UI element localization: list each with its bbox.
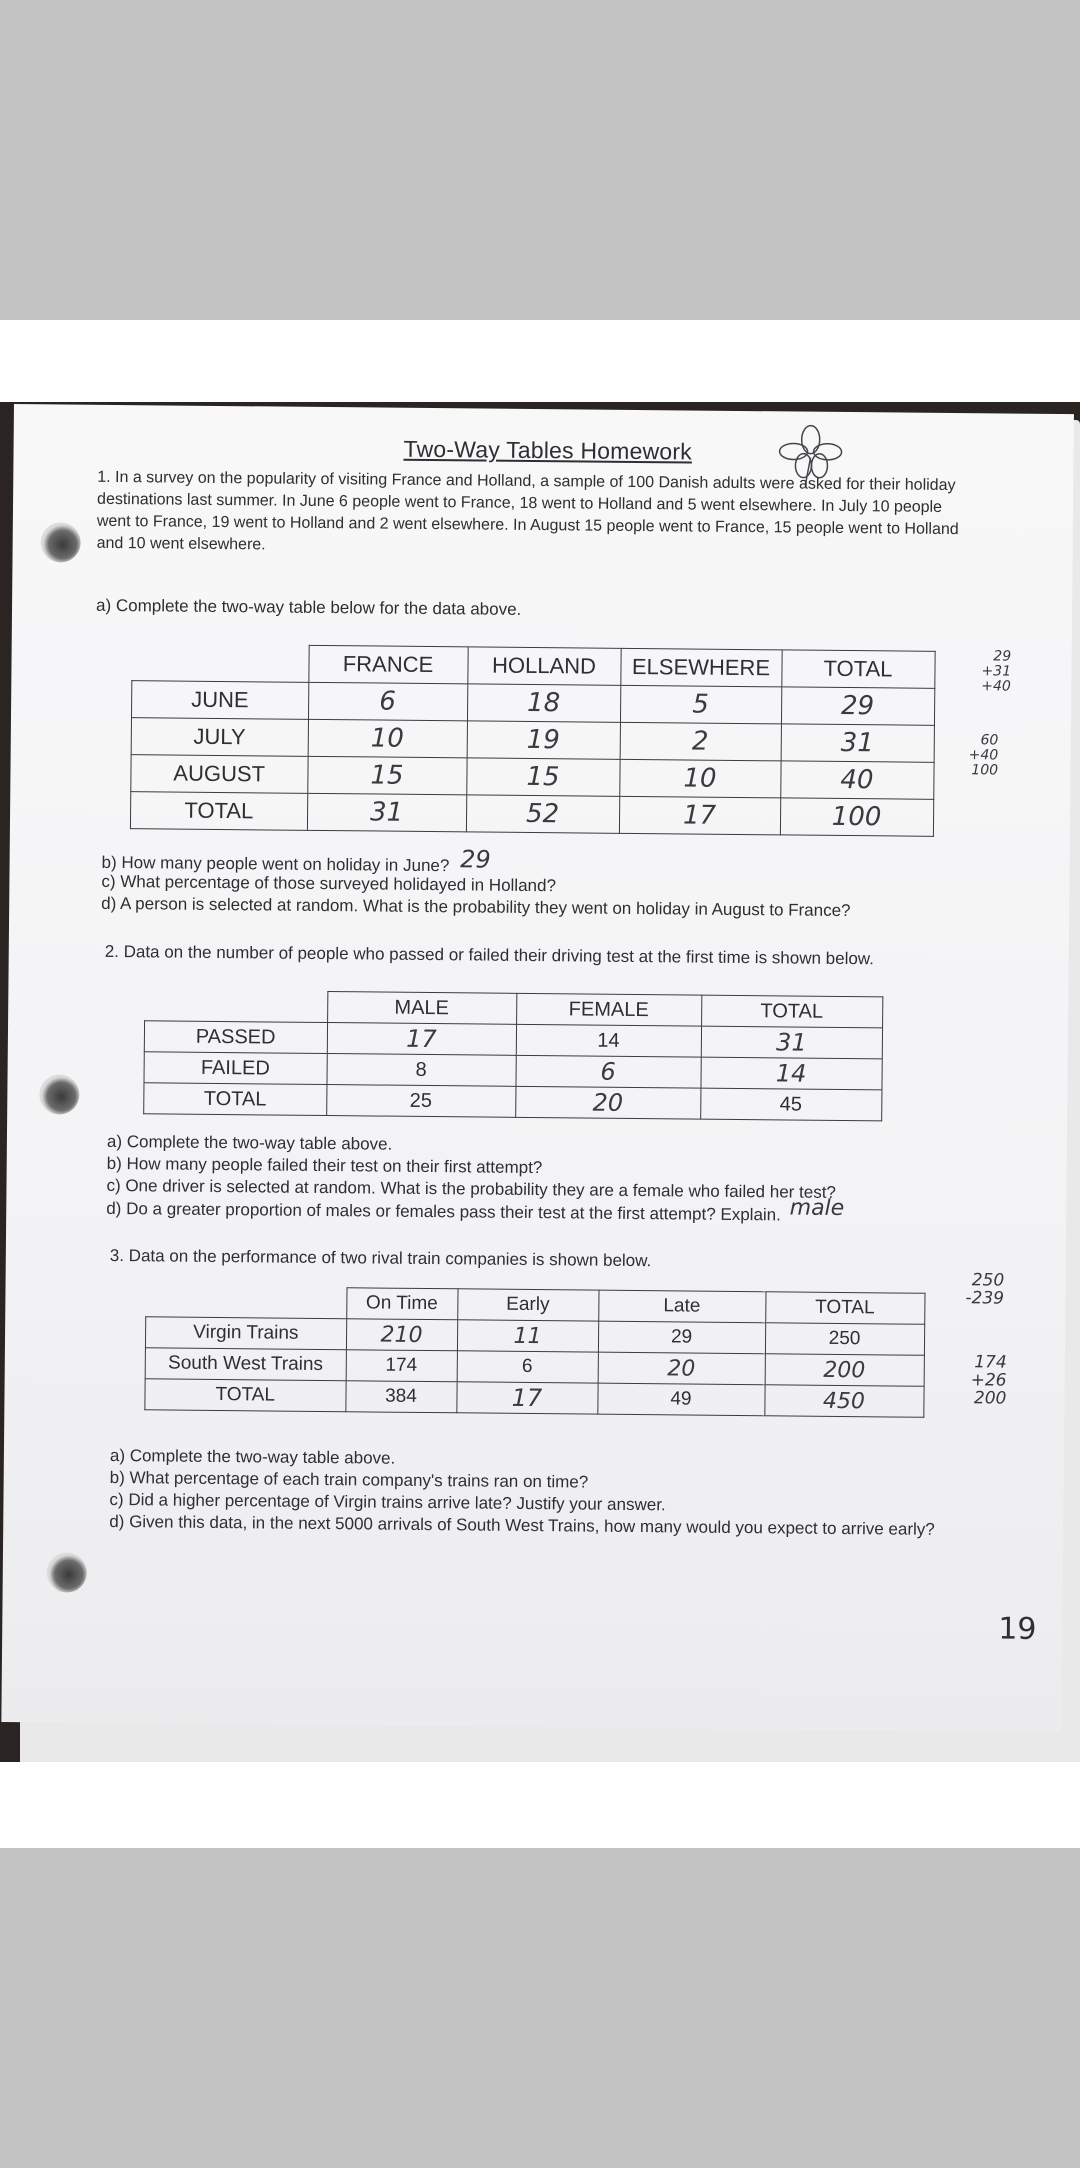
table-cell: 174 (346, 1350, 457, 1382)
table-cell: 6 (457, 1351, 598, 1383)
q3-intro: 3. Data on the performance of two rival train companies is shown below. (109, 1245, 652, 1271)
table-cell: 210 (346, 1319, 457, 1351)
table-cell: 31 (701, 1026, 882, 1059)
q1-margin-work-1: 29 +31 +40 (981, 648, 1012, 695)
table-cell: 250 (765, 1323, 924, 1356)
table-cell: 29 (781, 687, 934, 725)
header-cell: On Time (346, 1288, 457, 1320)
header-cell: Late (598, 1290, 765, 1323)
table-cell: 100 (780, 798, 933, 836)
q3-margin-work-1: 250 -239 (965, 1270, 1005, 1309)
table-cell: 6 (515, 1055, 700, 1088)
row-label: South West Trains (145, 1348, 346, 1381)
q3-part-d: d) Given this data, in the next 5000 arrivals of South West Trains, how many would you expect to arrive early? (109, 1511, 935, 1539)
row-label: JULY (131, 718, 308, 757)
table-cell: 14 (700, 1057, 881, 1090)
table-cell: 52 (466, 795, 619, 833)
table-cell: 49 (597, 1383, 764, 1416)
table-cell: 6 (308, 682, 467, 721)
table-cell: 18 (467, 684, 620, 722)
table-cell: 8 (326, 1054, 515, 1087)
table-cell: 450 (764, 1385, 923, 1418)
row-label: TOTAL (145, 1379, 346, 1412)
q3-part-c: c) Did a higher percentage of Virgin trains arrive late? Justify your answer. (109, 1489, 666, 1515)
table-cell: 17 (456, 1382, 597, 1414)
top-gray-band (0, 0, 1080, 320)
worksheet-photo (0, 402, 1080, 1762)
table-cell: 11 (457, 1320, 598, 1352)
header-cell: FRANCE (308, 645, 467, 684)
table-cell: 31 (781, 724, 934, 762)
q1-part-a: a) Complete the two-way table below for the data above. (95, 595, 522, 619)
table-cell: 25 (326, 1085, 515, 1118)
q1-part-b: b) How many people went on holiday in June? 29 (101, 845, 491, 876)
table-cell: 10 (308, 719, 467, 758)
header-cell: ELSEWHERE (620, 648, 781, 687)
page-title: Two-Way Tables Homework (403, 435, 693, 465)
q1-part-c: c) What percentage of those surveyed holidayed in Holland? (101, 871, 557, 896)
q2-table (143, 989, 883, 1121)
table-row (144, 1083, 882, 1121)
q3-margin-work-2: 174 +26 200 (970, 1352, 1007, 1409)
punch-hole-icon (47, 1552, 87, 1592)
table-cell: 200 (765, 1354, 924, 1387)
q1-table (130, 643, 935, 837)
header-cell: FEMALE (516, 993, 701, 1026)
table-cell: 14 (516, 1024, 701, 1057)
table-cell: 15 (307, 756, 466, 795)
q2-part-d-answer: male (789, 1195, 845, 1222)
q2-part-a: a) Complete the two-way table above. (106, 1131, 393, 1154)
row-label: TOTAL (130, 792, 307, 831)
header-cell: HOLLAND (467, 647, 620, 685)
header-cell: TOTAL (701, 995, 882, 1028)
q2-part-b: b) How many people failed their test on their first attempt? (106, 1153, 543, 1178)
table-cell: 15 (466, 758, 619, 796)
q1-part-b-answer: 29 (460, 845, 491, 874)
q3-part-b: b) What percentage of each train company's trains ran on time? (109, 1467, 589, 1492)
top-white-band (0, 320, 1080, 402)
table-cell: 17 (619, 796, 780, 835)
table-cell: 31 (307, 793, 466, 832)
table-cell: 17 (327, 1023, 516, 1056)
bottom-gray-band (0, 1848, 1080, 2168)
table-cell: 384 (345, 1381, 456, 1413)
table-cell: 10 (619, 759, 780, 798)
table-cell: 5 (620, 685, 781, 724)
table-cell: 19 (467, 721, 620, 759)
page-number: 19 (998, 1611, 1037, 1647)
table-cell: 29 (598, 1321, 765, 1354)
q3-table (144, 1285, 925, 1417)
header-cell: MALE (327, 992, 516, 1025)
table-row (130, 792, 933, 837)
row-label: TOTAL (144, 1083, 327, 1116)
row-label: Virgin Trains (145, 1317, 346, 1350)
q2-part-d: d) Do a greater proportion of males or females pass their test at the first attempt? Explain. male (106, 1195, 845, 1225)
table-cell: 45 (700, 1088, 881, 1121)
punch-hole-icon (39, 1074, 79, 1114)
q1-part-d: d) A person is selected at random. What is the probability they went on holiday in August to France? (101, 893, 851, 921)
table-cell: 20 (515, 1086, 700, 1119)
row-label: PASSED (144, 1021, 327, 1054)
table-cell: 2 (620, 722, 781, 761)
header-cell: Early (457, 1289, 598, 1321)
q2-intro: 2. Data on the number of people who passed or failed their driving test at the first time is shown below. (104, 941, 875, 969)
table-cell: 40 (780, 761, 933, 799)
worksheet-page (1, 404, 1074, 1732)
bottom-white-band (0, 1762, 1080, 1848)
q3-part-a: a) Complete the two-way table above. (109, 1445, 396, 1468)
table-cell: 20 (598, 1352, 765, 1385)
q2-part-c: c) One driver is selected at random. What is the probability they are a female who failed her test? (106, 1175, 837, 1202)
header-cell: TOTAL (765, 1292, 924, 1325)
header-cell: TOTAL (781, 650, 934, 688)
punch-hole-icon (40, 522, 80, 562)
row-label: FAILED (144, 1052, 327, 1085)
row-label: AUGUST (131, 755, 308, 794)
q1-margin-work-2: 60 +40 100 (968, 732, 999, 779)
table-row (145, 1379, 924, 1417)
q1-intro: 1. In a survey on the popularity of visiting France and Holland, a sample of 100 Danish adults were asked for their holiday destinations last summer. In June 6 people went to France, 18 went to Holland and 5 went elsewhere. In July 10 people went to France, 19 went to Holland and 2 went elsewhere. In August 15 people went to France, 15 people went to Holland and 10 went elsewhere. (96, 468, 959, 554)
row-label: JUNE (131, 681, 308, 720)
